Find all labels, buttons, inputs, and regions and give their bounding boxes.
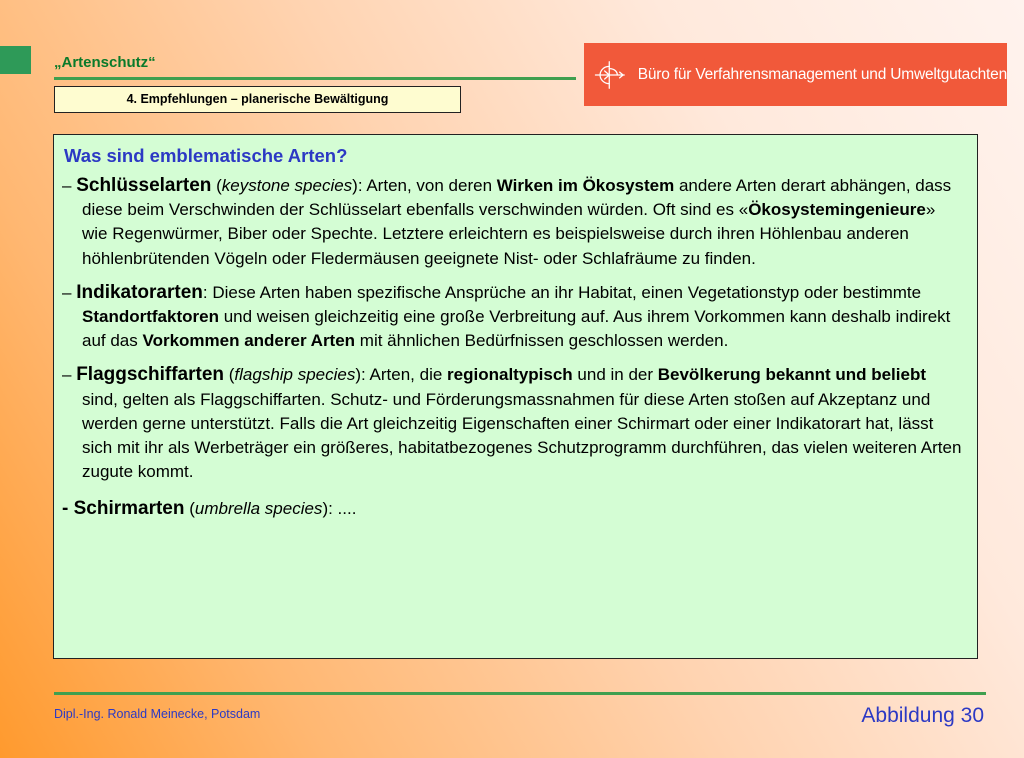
item-umbrella-species xyxy=(62,498,963,520)
term-flaggschiffarten: Flaggschiffarten xyxy=(76,364,225,386)
figure-number: Abbildung 30 xyxy=(861,704,984,727)
item-indicator-species xyxy=(62,281,963,354)
text-segment: ( xyxy=(224,365,235,385)
dash: – xyxy=(62,282,72,302)
header-divider xyxy=(54,77,576,80)
text-segment: sind, gelten als Flaggschiffarten. Schutz- und Förderungsmassnahmen für diese Arten stoßen auf Akzeptanz und werden gerne unterstützt. Falls die Art gleichzeitig Eigenschaften einer Schirmart oder einer Indikatorart hat, lässt sich mit ihr als Werbeträger ein größeres, habitatbezogenes Schutzprogramm durchführen, das vielen weiteren Arten zugute kommt. xyxy=(82,389,962,482)
text-segment: ): Arten, die xyxy=(355,365,448,385)
latin-name: flagship species xyxy=(234,365,356,385)
item-keystone-species xyxy=(62,174,963,271)
text-segment: ( xyxy=(211,176,222,195)
emphasis: Bevölkerung bekannt und beliebt xyxy=(657,365,927,385)
cross-arrow-logo-icon xyxy=(592,48,628,102)
emphasis: Wirken im Ökosystem xyxy=(496,176,675,195)
dash: – xyxy=(62,176,72,195)
green-accent-square xyxy=(0,46,31,74)
term-indikatorarten: Indikatorarten xyxy=(76,281,203,303)
latin-name: umbrella species xyxy=(194,499,323,519)
term-schluesselarten: Schlüsselarten xyxy=(76,175,212,196)
emphasis: Vorkommen anderer Arten xyxy=(142,331,356,351)
text-segment: : Diese Arten haben spezifische Ansprüche an ihr Habitat, einen Vegetationstyp oder bestimmte xyxy=(202,282,922,302)
company-logo xyxy=(584,43,1007,106)
logo-text: Büro für Verfahrensmanagement und Umweltgutachten xyxy=(637,65,1007,83)
emphasis: regionaltypisch xyxy=(447,365,573,385)
page-title: „Artenschutz“ xyxy=(54,54,156,71)
footer-author: Dipl.-Ing. Ronald Meinecke, Potsdam xyxy=(54,707,261,721)
text-segment: und in der xyxy=(572,365,658,385)
item-flagship-species xyxy=(62,363,963,484)
dash: - xyxy=(62,498,74,520)
text-segment: » wie Regenwürmer, Biber oder Spechte. Letztere erleichtern es beispielsweise durch ihren Höhlenbau anderen höhlenbrütenden Vögeln oder Fledermäusen geeignete Nist- oder Schlafräume zu finden. xyxy=(82,200,936,268)
text-segment: ): .... xyxy=(322,499,357,519)
emphasis: Ökosystemingenieure xyxy=(748,200,926,220)
term-schirmarten: Schirmarten xyxy=(73,498,185,520)
text-segment: und weisen gleichzeitig eine große Verbreitung auf. Aus ihrem Vorkommen kann deshalb indirekt auf das xyxy=(82,307,951,351)
latin-name: keystone species xyxy=(221,176,353,195)
text-segment: ( xyxy=(184,499,195,519)
footer-divider xyxy=(54,692,986,695)
content-panel xyxy=(53,134,978,659)
emphasis: Standortfaktoren xyxy=(82,307,219,327)
text-segment: mit ähnlichen Bedürfnissen geschlossen werden. xyxy=(355,331,729,351)
content-heading: Was sind emblematische Arten? xyxy=(64,145,348,166)
section-subtitle: 4. Empfehlungen – planerische Bewältigung xyxy=(54,86,461,113)
dash: – xyxy=(62,365,72,385)
text-segment: ): Arten, von deren xyxy=(352,176,497,195)
text-segment: andere Arten derart abhängen, dass diese beim Verschwinden der Schlüsselart ebenfalls verschwinden würden. Oft sind es « xyxy=(82,176,952,220)
